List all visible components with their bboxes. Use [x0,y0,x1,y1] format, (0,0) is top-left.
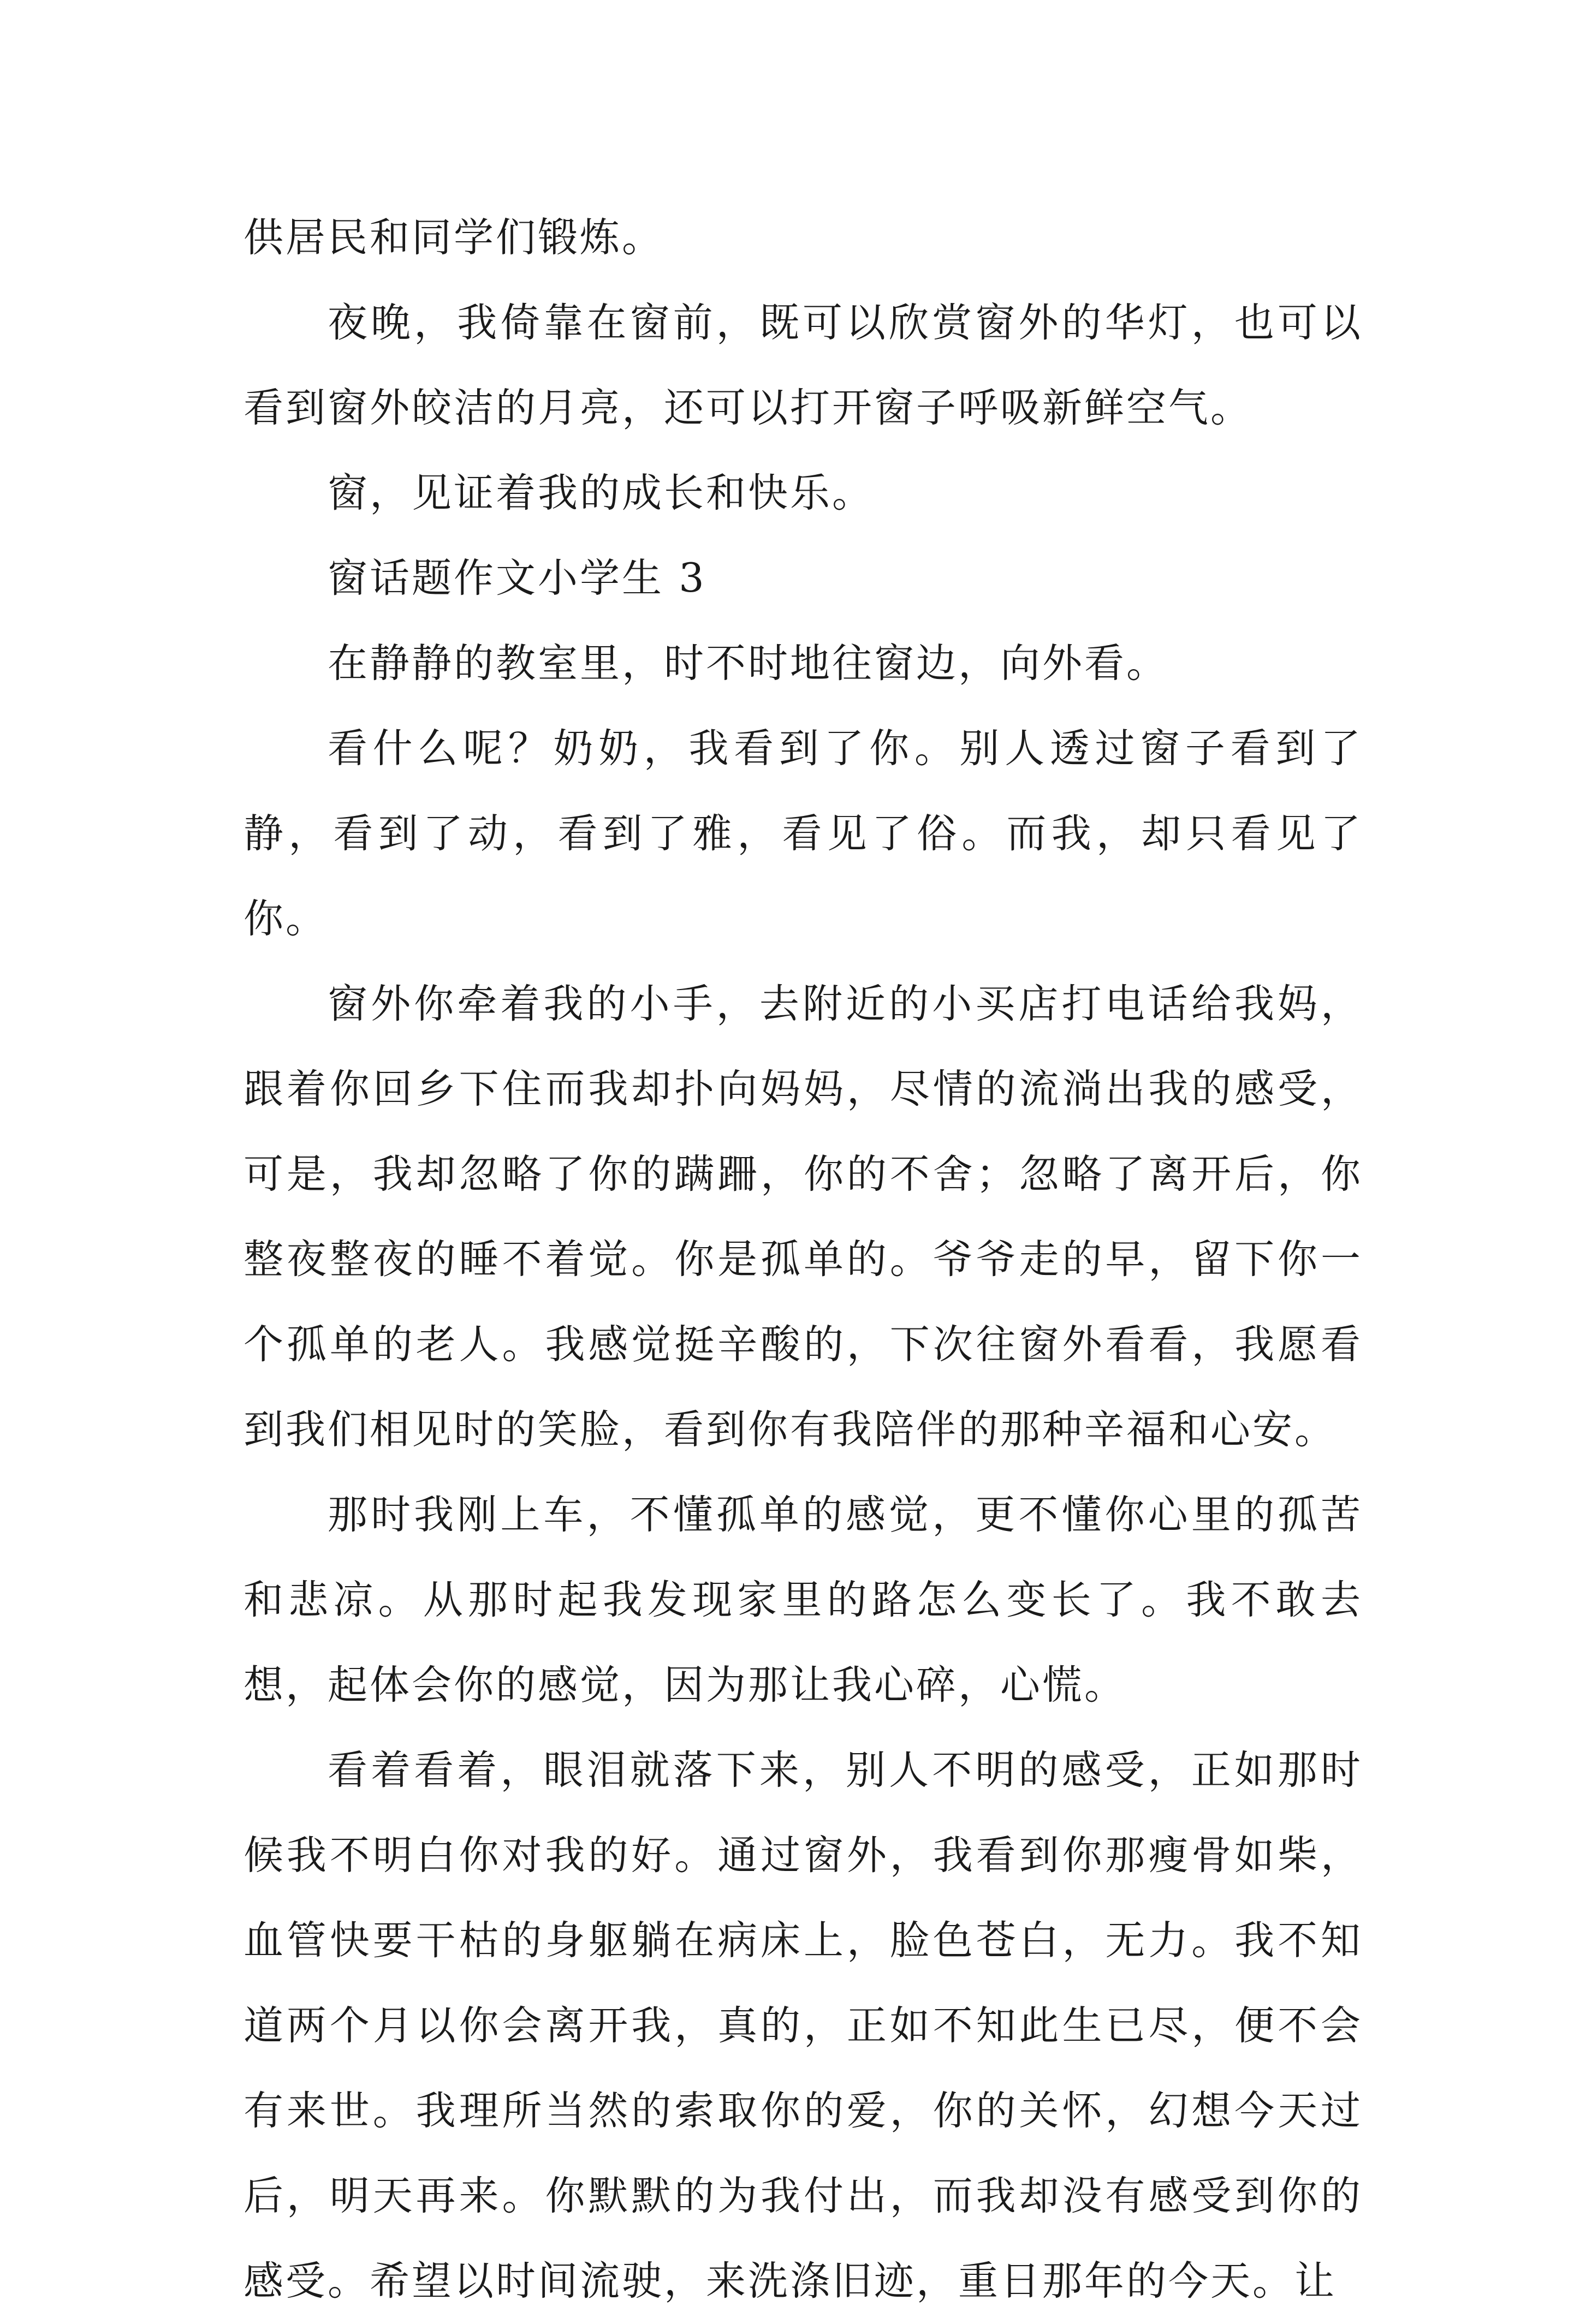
section-heading: 窗话题作文小学生 3 [328,555,706,601]
paragraph-6: 看什么呢？奶奶，我看到了你。别人透过窗子看到了静，看到了动，看到了雅，看见了俗。而我，却只看见了你。 [243,725,1363,942]
paragraph-9: 看着看着，眼泪就落下来，别人不明的感受，正如那时候我不明白你对我的好。通过窗外，我看到你那瘦骨如柴，血管快要干枯的身躯躺在病床上，脸色苍白，无力。我不知道两个月以你会离开我，真的，正如不知此生已尽，便不会有来世。我理所当然的索取你的爱，你的关怀，幻想今天过后，明天再来。你默默的为我付出，而我却没有感受到你的感受。希望以时间流驶，来洗涤旧迹，重日那年的今天。让 [243,1747,1363,2304]
document-body [243,195,1363,2324]
paragraph-2: 夜晚，我倚靠在窗前，既可以欣赏窗外的华灯，也可以看到窗外皎洁的月亮，还可以打开窗子呼吸新鲜空气。 [243,300,1363,431]
paragraph-8: 那时我刚上车，不懂孤单的感觉，更不懂你心里的孤苦和悲凉。从那时起我发现家里的路怎么变长了。我不敢去想，起体会你的感觉，因为那让我心碎，心慌。 [243,1492,1363,1708]
paragraph-1: 供居民和同学们锻炼。 [243,214,664,261]
paragraph-7: 窗外你牵着我的小手，去附近的小买店打电话给我妈，跟着你回乡下住而我却扑向妈妈，尽情的流淌出我的感受，可是，我却忽略了你的蹒跚，你的不舍；忽略了离开后，你整夜整夜的睡不着觉。你是孤单的。爷爷走的早，留下你一个孤单的老人。我感觉挺辛酸的，下次往窗外看看，我愿看到我们相见时的笑脸，看到你有我陪伴的那种辛福和心安。 [243,981,1363,1453]
paragraph-5: 在静静的教室里，时不时地往窗边，向外看。 [328,640,1168,687]
paragraph-3: 窗，见证着我的成长和快乐。 [328,470,874,516]
